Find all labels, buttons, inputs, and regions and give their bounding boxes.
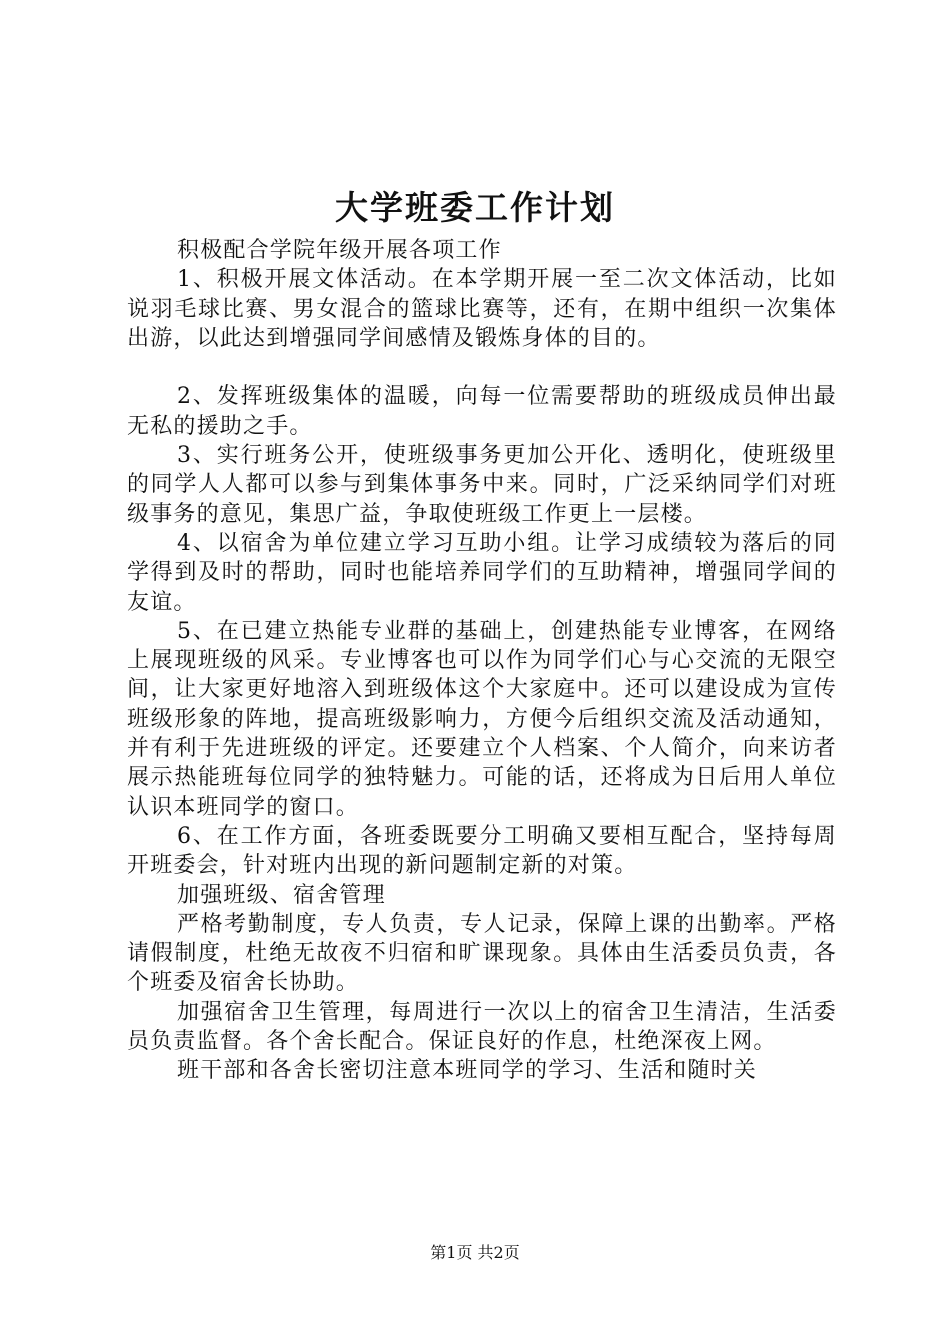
page-number-footer: 第1页 共2页 [430,1243,520,1262]
paragraph: 6、在工作方面，各班委既要分工明确又要相互配合，坚持每周开班委会，针对班内出现的新问题制定新的对策。 [127,823,837,879]
section-heading: 积极配合学院年级开展各项工作 [177,238,502,263]
paragraph: 加强宿舍卫生管理，每周进行一次以上的宿舍卫生清洁，生活委员负责监督。各个舍长配合。保证良好的作息，杜绝深夜上网。 [127,999,837,1055]
paragraph: 4、以宿舍为单位建立学习互助小组。让学习成绩较为落后的同学得到及时的帮助，同时也能培养同学们的互助精神，增强同学间的友谊。 [127,530,837,615]
paragraph: 1、积极开展文体活动。在本学期开展一至二次文体活动，比如说羽毛球比赛、男女混合的篮球比赛等，还有，在期中组织一次集体出游，以此达到增强同学间感情及锻炼身体的目的。 [127,267,837,351]
paragraph: 2、发挥班级集体的温暖，向每一位需要帮助的班级成员伸出最无私的援助之手。 [127,384,837,439]
document-body [127,236,837,1086]
paragraph: 班干部和各舍长密切注意本班同学的学习、生活和随时关 [177,1058,758,1084]
section-heading: 加强班级、宿舍管理 [177,882,386,908]
paragraph: 5、在已建立热能专业群的基础上，创建热能专业博客，在网络上展现班级的风采。专业博客也可以作为同学们心与心交流的无限空间，让大家更好地溶入到班级体这个大家庭中。还可以建设成为宣传班级形象的阵地，提高班级影响力，方便今后组织交流及活动通知，并有利于先进班级的评定。还要建立个人档案、个人简介，向来访者展示热能班每位同学的独特魅力。可能的话，还将成为日后用人单位认识本班同学的窗口。 [127,618,837,820]
paragraph: 3、实行班务公开，使班级事务更加公开化、透明化，使班级里的同学人人都可以参与到集体事务中来。同时，广泛采纳同学们对班级事务的意见，集思广益，争取使班级工作更上一层楼。 [127,443,837,527]
paragraph: 严格考勤制度，专人负责，专人记录，保障上课的出勤率。严格请假制度，杜绝无故夜不归宿和旷课现象。具体由生活委员负责，各个班委及宿舍长协助。 [127,911,837,996]
document-title: 大学班委工作计划 [335,188,615,227]
